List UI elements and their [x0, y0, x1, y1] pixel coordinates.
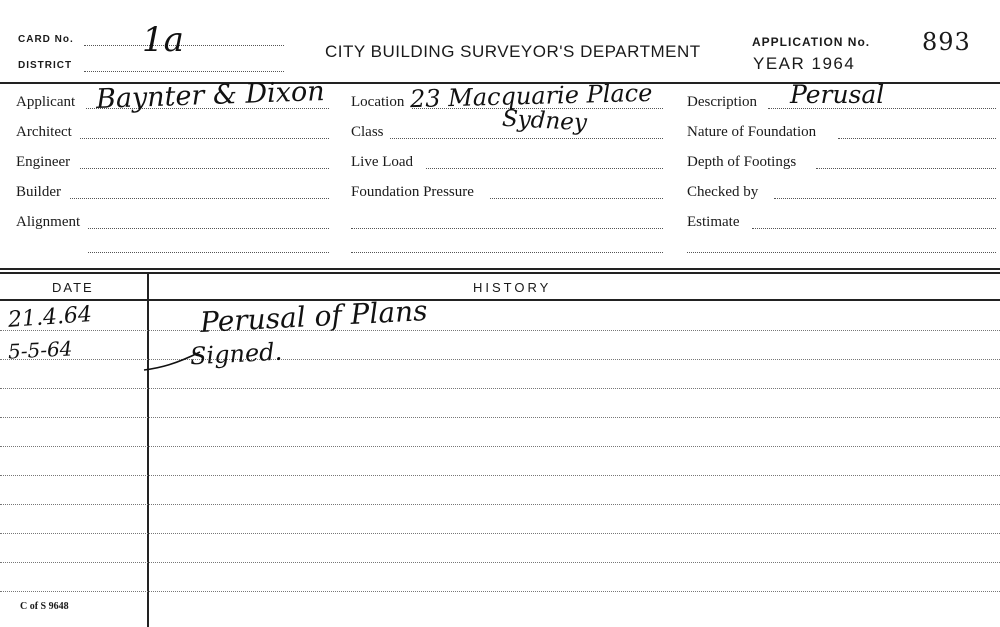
col2-extra-line-1	[351, 228, 663, 229]
table-row	[0, 417, 1000, 418]
depth-of-footings-label: Depth of Footings	[687, 154, 797, 170]
architect-line	[80, 138, 329, 139]
alignment-line-2	[88, 252, 329, 253]
estimate-label: Estimate	[687, 214, 740, 230]
nature-of-foundation-label: Nature of Foundation	[687, 124, 817, 140]
class-value: Sydney	[501, 105, 588, 137]
engineer-label: Engineer	[16, 154, 71, 170]
builder-label: Builder	[16, 184, 61, 200]
table-row	[0, 446, 1000, 447]
form-code: C of S 9648	[20, 601, 69, 612]
description-label: Description	[687, 94, 757, 110]
table-row	[0, 533, 1000, 534]
nature-of-foundation-line	[838, 138, 996, 139]
application-no-value: 893	[922, 28, 971, 56]
district-label: DISTRICT	[18, 60, 73, 71]
applicant-label: Applicant	[16, 94, 76, 110]
live-load-label: Live Load	[351, 154, 414, 170]
estimate-line	[752, 228, 996, 229]
card-no-line	[84, 45, 284, 46]
class-line	[390, 138, 663, 139]
table-row	[0, 591, 1000, 592]
architect-label: Architect	[16, 124, 72, 140]
history-entry-2-date: 5-5-64	[7, 336, 74, 364]
table-row	[0, 504, 1000, 505]
checked-by-line	[774, 198, 996, 199]
district-line	[84, 71, 284, 72]
history-entry-1-text: Perusal of Plans	[199, 294, 429, 339]
table-row	[0, 330, 1000, 331]
history-column-header: HISTORY	[473, 280, 552, 295]
foundation-pressure-label: Foundation Pressure	[351, 184, 474, 200]
application-no-label: APPLICATION No.	[752, 35, 871, 49]
history-entry-2-text: Signed.	[189, 337, 283, 371]
estimate-line-2	[687, 252, 996, 253]
location-value: 23 Macquarie Place	[409, 78, 653, 114]
table-row	[0, 475, 1000, 476]
table-row	[0, 562, 1000, 563]
history-entry-1-date: 21.4.64	[7, 302, 93, 333]
signature-stroke	[140, 340, 210, 380]
table-header-rule	[0, 299, 1000, 301]
class-label: Class	[351, 124, 384, 140]
live-load-line	[426, 168, 663, 169]
location-label: Location	[351, 94, 405, 110]
description-value: Perusal	[790, 80, 885, 109]
date-history-divider	[147, 274, 149, 627]
alignment-label: Alignment	[16, 214, 81, 230]
builder-line	[70, 198, 329, 199]
applicant-value: Baynter & Dixon	[95, 76, 326, 115]
card-no-label: CARD No.	[18, 34, 74, 45]
checked-by-label: Checked by	[687, 184, 759, 200]
section-rule-bottom	[0, 272, 1000, 274]
col2-extra-line-2	[351, 252, 663, 253]
depth-of-footings-line	[816, 168, 996, 169]
card-no-value: 1a	[142, 20, 184, 60]
engineer-line	[80, 168, 329, 169]
department-title: CITY BUILDING SURVEYOR'S DEPARTMENT	[325, 42, 701, 61]
date-column-header: DATE	[52, 280, 94, 295]
section-rule-top	[0, 268, 1000, 270]
table-row	[0, 388, 1000, 389]
alignment-line	[88, 228, 329, 229]
year-label: YEAR 1964	[753, 54, 856, 73]
foundation-pressure-line	[490, 198, 663, 199]
